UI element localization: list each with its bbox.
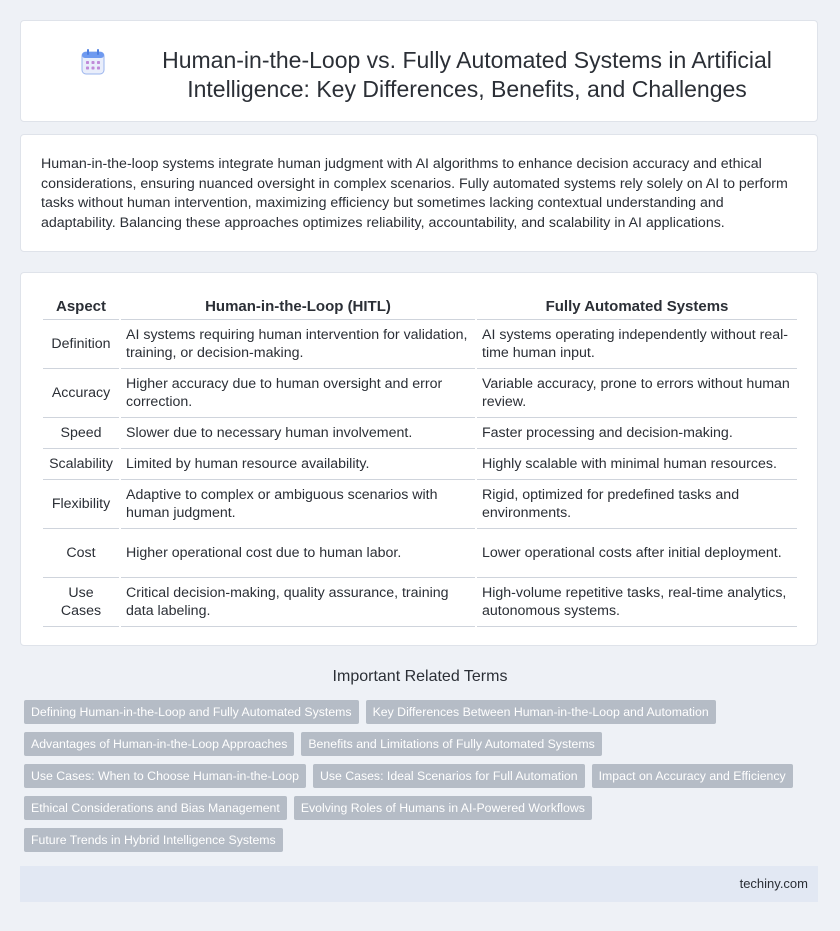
- intro-paragraph: Human-in-the-loop systems integrate human judgment with AI algorithms to enhance decision accuracy and ethical considerations, ensuring nuanced oversight in complex scenarios. Fully automated systems rely solely on AI to perform tasks without human intervention, maximizing efficiency but sometimes lacking contextual understanding and adaptability. Balancing these approaches optimizes reliability, accountability, and scalability in AI applications.: [41, 156, 788, 231]
- related-terms-heading: Important Related Terms: [332, 668, 508, 685]
- footer-site-link[interactable]: techiny.com: [739, 876, 808, 891]
- row-hitl: Critical decision-making, quality assurance, training data labeling.: [121, 578, 475, 627]
- row-hitl: Adaptive to complex or ambiguous scenarios with human judgment.: [121, 480, 475, 529]
- intro-card: [20, 134, 818, 252]
- header-hitl: Human-in-the-Loop (HITL): [121, 293, 475, 320]
- comparison-table: [41, 293, 799, 627]
- table-row: [43, 449, 797, 480]
- row-automated: Variable accuracy, prone to errors without human review.: [477, 369, 797, 418]
- table-row: [43, 529, 797, 578]
- page-title: Human-in-the-Loop vs. Fully Automated Systems in Artificial Intelligence: Key Differences, Benefits, and Challenges: [162, 47, 772, 102]
- row-aspect: Speed: [43, 418, 119, 449]
- row-aspect: Flexibility: [43, 480, 119, 529]
- row-hitl: Higher operational cost due to human labor.: [121, 529, 475, 578]
- table-row: [43, 578, 797, 627]
- header-aspect: Aspect: [43, 293, 119, 320]
- row-aspect: Cost: [43, 529, 119, 578]
- table-row: [43, 320, 797, 369]
- footer: [20, 866, 818, 902]
- row-hitl: AI systems requiring human intervention for validation, training, or decision-making.: [121, 320, 475, 369]
- row-hitl: Limited by human resource availability.: [121, 449, 475, 480]
- row-hitl: Slower due to necessary human involvement.: [121, 418, 475, 449]
- row-automated: High-volume repetitive tasks, real-time analytics, autonomous systems.: [477, 578, 797, 627]
- related-term-tag[interactable]: Advantages of Human-in-the-Loop Approaches: [24, 732, 294, 756]
- tag-row: [24, 828, 814, 860]
- table-row: [43, 480, 797, 529]
- row-aspect: Scalability: [43, 449, 119, 480]
- related-term-tag[interactable]: Key Differences Between Human-in-the-Loop and Automation: [366, 700, 716, 724]
- row-aspect: Use Cases: [43, 578, 119, 627]
- related-terms-list: [24, 700, 814, 860]
- related-term-tag[interactable]: Defining Human-in-the-Loop and Fully Automated Systems: [24, 700, 359, 724]
- row-automated: Faster processing and decision-making.: [477, 418, 797, 449]
- row-automated: Lower operational costs after initial deployment.: [477, 529, 797, 578]
- related-term-tag[interactable]: Benefits and Limitations of Fully Automated Systems: [301, 732, 601, 756]
- row-automated: Rigid, optimized for predefined tasks and environments.: [477, 480, 797, 529]
- tag-row: [24, 764, 814, 796]
- header-automated: Fully Automated Systems: [477, 293, 797, 320]
- title-card: [20, 20, 818, 122]
- table-row: [43, 369, 797, 418]
- calendar-grid-icon: [81, 49, 105, 75]
- row-hitl: Higher accuracy due to human oversight and error correction.: [121, 369, 475, 418]
- row-automated: Highly scalable with minimal human resources.: [477, 449, 797, 480]
- related-term-tag[interactable]: Evolving Roles of Humans in AI-Powered Workflows: [294, 796, 592, 820]
- row-aspect: Accuracy: [43, 369, 119, 418]
- related-term-tag[interactable]: Use Cases: Ideal Scenarios for Full Automation: [313, 764, 585, 788]
- row-automated: AI systems operating independently without real-time human input.: [477, 320, 797, 369]
- table-row: [43, 418, 797, 449]
- comparison-card: [20, 272, 818, 646]
- related-term-tag[interactable]: Use Cases: When to Choose Human-in-the-Loop: [24, 764, 306, 788]
- row-aspect: Definition: [43, 320, 119, 369]
- tag-row: [24, 732, 814, 764]
- related-term-tag[interactable]: Ethical Considerations and Bias Management: [24, 796, 287, 820]
- table-header-row: [43, 293, 797, 320]
- related-term-tag[interactable]: Future Trends in Hybrid Intelligence Systems: [24, 828, 283, 852]
- related-term-tag[interactable]: Impact on Accuracy and Efficiency: [592, 764, 793, 788]
- tag-row: [24, 796, 814, 828]
- tag-row: [24, 700, 814, 732]
